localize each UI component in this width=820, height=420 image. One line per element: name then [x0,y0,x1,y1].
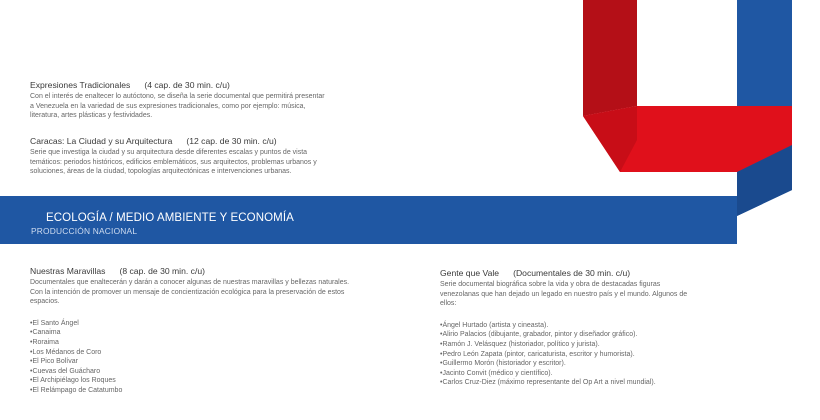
list-item: • Roraima [30,338,360,348]
list-item: • Guillermo Morón (historiador y escritor). [440,359,700,369]
section-heading [30,266,360,277]
list-item: • Cuevas del Guácharo [30,367,360,377]
section-banner [0,196,737,244]
section-title: Gente que Vale [440,268,500,278]
section-heading [440,268,700,279]
blue-ribbon-fold [737,145,792,216]
list-item: • Canaima [30,328,360,338]
blue-ribbon-stripe [737,0,792,216]
list-item: • Jacinto Convit (médico y científico). [440,369,700,379]
red-ribbon-stripe [583,0,637,116]
section-title: Nuestras Maravillas [30,266,106,276]
list-item: • El Pico Bolívar [30,357,360,367]
section-description: Serie que investiga la ciudad y su arquitectura desde diferentes escalas y puntos de vista temáticos: periodos históricos, edificios emblemáticos, sus arquitectos, problemas urbanos y soluciones, áreas de la ciudad, topologías arquitectónicas e intervenciones urbanas. [30,149,317,176]
section-title: Expresiones Tradicionales [30,80,131,90]
list-item: • Ángel Hurtado (artista y cineasta). [440,321,700,331]
section-description: Serie documental biográfica sobre la vida y obra de destacadas figuras venezolanas que han dejado un legado en nuestro país y el mundo. Algunos de ellos: [440,281,688,308]
section-duration: (Documentales de 30 min. c/u) [513,268,631,278]
section-title: Caracas: La Ciudad y su Arquitectura [30,136,173,146]
list-item: • Carlos Cruz-Diez (máximo representante del Op Art a nivel mundial). [440,378,700,388]
list-item: • El Santo Ángel [30,319,360,329]
list-item: • Ramón J. Velásquez (historiador, político y jurista). [440,340,700,350]
section-duration: (8 cap. de 30 min. c/u) [119,266,205,276]
list-item: • Pedro León Zapata (pintor, caricaturista, escritor y humorista). [440,350,700,360]
red-ribbon-fold [583,106,637,172]
list-item: • Los Médanos de Coro [30,348,360,358]
list-item: • Alirio Palacios (dibujante, grabador, pintor y diseñador gráfico). [440,330,700,340]
red-ribbon-band [583,106,792,172]
section-description: Con el interés de enaltecer lo autóctono, se diseña la serie documental que permitirá presentar a Venezuela en la variedad de sus expresiones tradicionales, como por ejemplo: música, literatura, artes plásticas y festividades. [30,93,325,120]
expresiones-tradicionales-section [30,80,330,121]
section-duration: (12 cap. de 30 min. c/u) [186,136,277,146]
banner-subtitle: PRODUCCIÓN NACIONAL [31,226,138,236]
places-list [30,319,360,396]
nuestras-maravillas-section [30,266,360,396]
section-heading [30,136,330,147]
list-item: • El Archipiélago los Roques [30,376,360,386]
list-item: • El Relámpago de Catatumbo [30,386,360,396]
caracas-arquitectura-section [30,136,330,177]
banner-title: ECOLOGÍA / MEDIO AMBIENTE Y ECONOMÍA [46,212,294,224]
gente-que-vale-section [440,268,700,388]
people-list [440,321,700,388]
section-heading [30,80,330,91]
section-duration: (4 cap. de 30 min. c/u) [144,80,230,90]
section-description: Documentales que enaltecerán y darán a conocer algunas de nuestras maravillas y bellezas naturales. Con la intención de promover un mensaje de concientización ecológica para la preservación de estos espacios. [30,279,350,306]
